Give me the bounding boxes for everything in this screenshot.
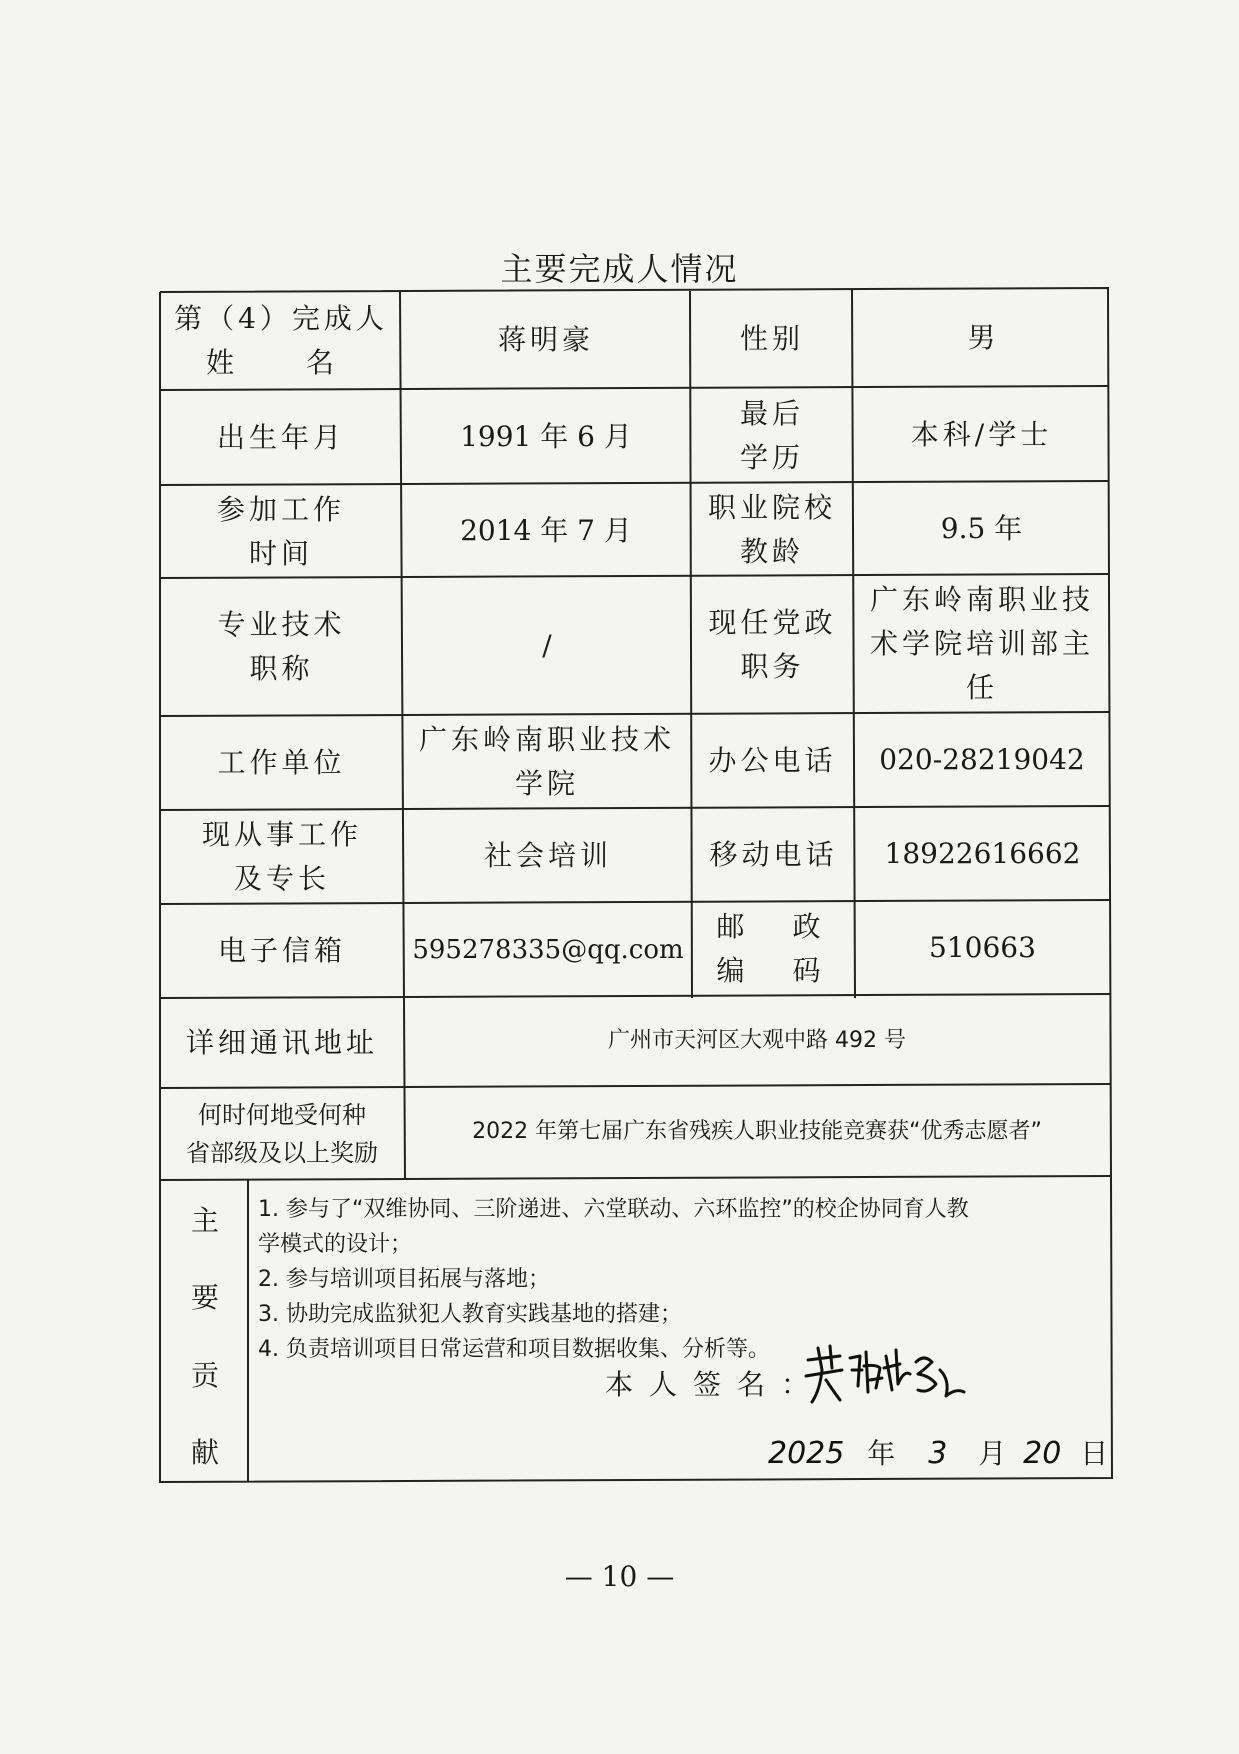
teach-age-label-line2: 教龄 (739, 534, 804, 568)
mobile-label: 移动电话 (709, 838, 838, 871)
award-value: 2022 年第七届广东省残疾人职业技能竞赛获“优秀志愿者” (472, 1119, 1042, 1144)
contribution-label-char: 主 (190, 1204, 219, 1237)
postcode-label-line1: 邮 政 (716, 910, 831, 943)
title-label-line1: 专业技术 (217, 608, 346, 641)
page-number: — 10 — (564, 1560, 675, 1593)
email-value: 595278335@qq.com (412, 935, 684, 965)
contribution-label (160, 1195, 250, 1475)
name-label (160, 292, 402, 390)
position-value (854, 575, 1110, 713)
form-title: 主要完成人情况 (500, 250, 739, 288)
position-label (691, 576, 854, 714)
signature-label: 本人签名： (605, 1368, 826, 1401)
position-label-line2: 职务 (740, 650, 805, 683)
gender-label: 性别 (739, 322, 804, 355)
name-value: 蒋明豪 (497, 323, 594, 356)
contribution-item: 2. 参与培训项目拓展与落地； (258, 1267, 550, 1292)
specialty-label-line2: 及专长 (233, 862, 330, 895)
contribution-label-char: 贡 (190, 1358, 219, 1392)
birth-label: 出生年月 (216, 420, 345, 454)
edu-label-line2: 学历 (739, 440, 804, 474)
edu-label-line1: 最后 (739, 396, 804, 430)
address-value: 广州市天河区大观中路 492 号 (608, 1028, 906, 1053)
title-label (160, 578, 403, 716)
office-phone-label: 办公电话 (708, 744, 837, 777)
teach-age-label (690, 483, 854, 576)
specialty-label-line1: 现从事工作 (201, 818, 362, 851)
specialty-value: 社会培训 (483, 839, 612, 872)
specialty-label (160, 810, 404, 904)
date-year: 2025 (768, 1436, 845, 1471)
date-month-unit: 月 (978, 1437, 1007, 1470)
email-label: 电子信箱 (217, 934, 346, 967)
work-start-value: 2014 年 7 月 (460, 513, 632, 547)
date-year-unit: 年 (867, 1437, 896, 1470)
work-start-label-line1: 参加工作 (216, 492, 345, 526)
gender-value: 男 (967, 321, 996, 354)
award-label-line2: 省部级及以上奖励 (186, 1139, 378, 1167)
award-label-line1: 何时何地受何种 (198, 1101, 366, 1129)
edu-label (690, 388, 854, 483)
office-phone-value: 020-28219042 (879, 743, 1085, 776)
date-day-unit: 日 (1080, 1437, 1109, 1470)
employer-value (403, 715, 691, 809)
mobile-value: 18922616662 (884, 837, 1081, 870)
contribution-label-char: 要 (190, 1281, 219, 1315)
contribution-item: 1. 参与了“双维协同、三阶递进、六堂联动、六环监控”的校企协同育人教 (258, 1197, 969, 1222)
date-month: 3 (928, 1436, 948, 1471)
title-label-line2: 职称 (249, 652, 314, 685)
award-label (160, 1088, 404, 1180)
name-label-line2: 姓 名 (205, 346, 356, 379)
date-day: 20 (1023, 1436, 1062, 1471)
edu-value: 本科/学士 (910, 417, 1053, 451)
contribution-item: 3. 协助完成监狱犯人教育实践基地的搭建； (258, 1302, 682, 1327)
contribution-label-char: 献 (190, 1435, 219, 1469)
employer-value-line1: 广东岭南职业技术 (418, 723, 675, 756)
postcode-value: 510663 (929, 931, 1036, 964)
teach-age-value: 9.5 年 (940, 511, 1023, 545)
employer-label: 工作单位 (217, 746, 346, 779)
teach-age-label-line1: 职业院校 (707, 490, 836, 524)
position-value-line3: 任 (965, 671, 998, 704)
name-label-line1: 第（4）完成人 (174, 302, 388, 335)
position-label-line1: 现任党政 (708, 606, 837, 639)
address-label: 详细通讯地址 (185, 1026, 378, 1059)
position-value-line2: 术学院培训部主 (869, 627, 1094, 660)
contribution-item: 学模式的设计； (258, 1232, 413, 1257)
position-value-line1: 广东岭南职业技 (869, 583, 1094, 616)
handwritten-signature (800, 1340, 970, 1410)
signature-date (768, 1432, 1108, 1472)
birth-value: 1991 年 6 月 (460, 419, 632, 453)
contribution-item: 4. 负责培训项目日常运营和项目数据收集、分析等。 (258, 1337, 770, 1362)
employer-value-line2: 学院 (514, 767, 579, 800)
work-start-label-line2: 时间 (248, 536, 313, 570)
work-start-label (160, 485, 402, 578)
postcode-label (692, 902, 855, 996)
contribution-list (258, 1192, 1098, 1367)
postcode-label-line2: 编 码 (716, 954, 831, 987)
title-value: / (542, 629, 552, 662)
